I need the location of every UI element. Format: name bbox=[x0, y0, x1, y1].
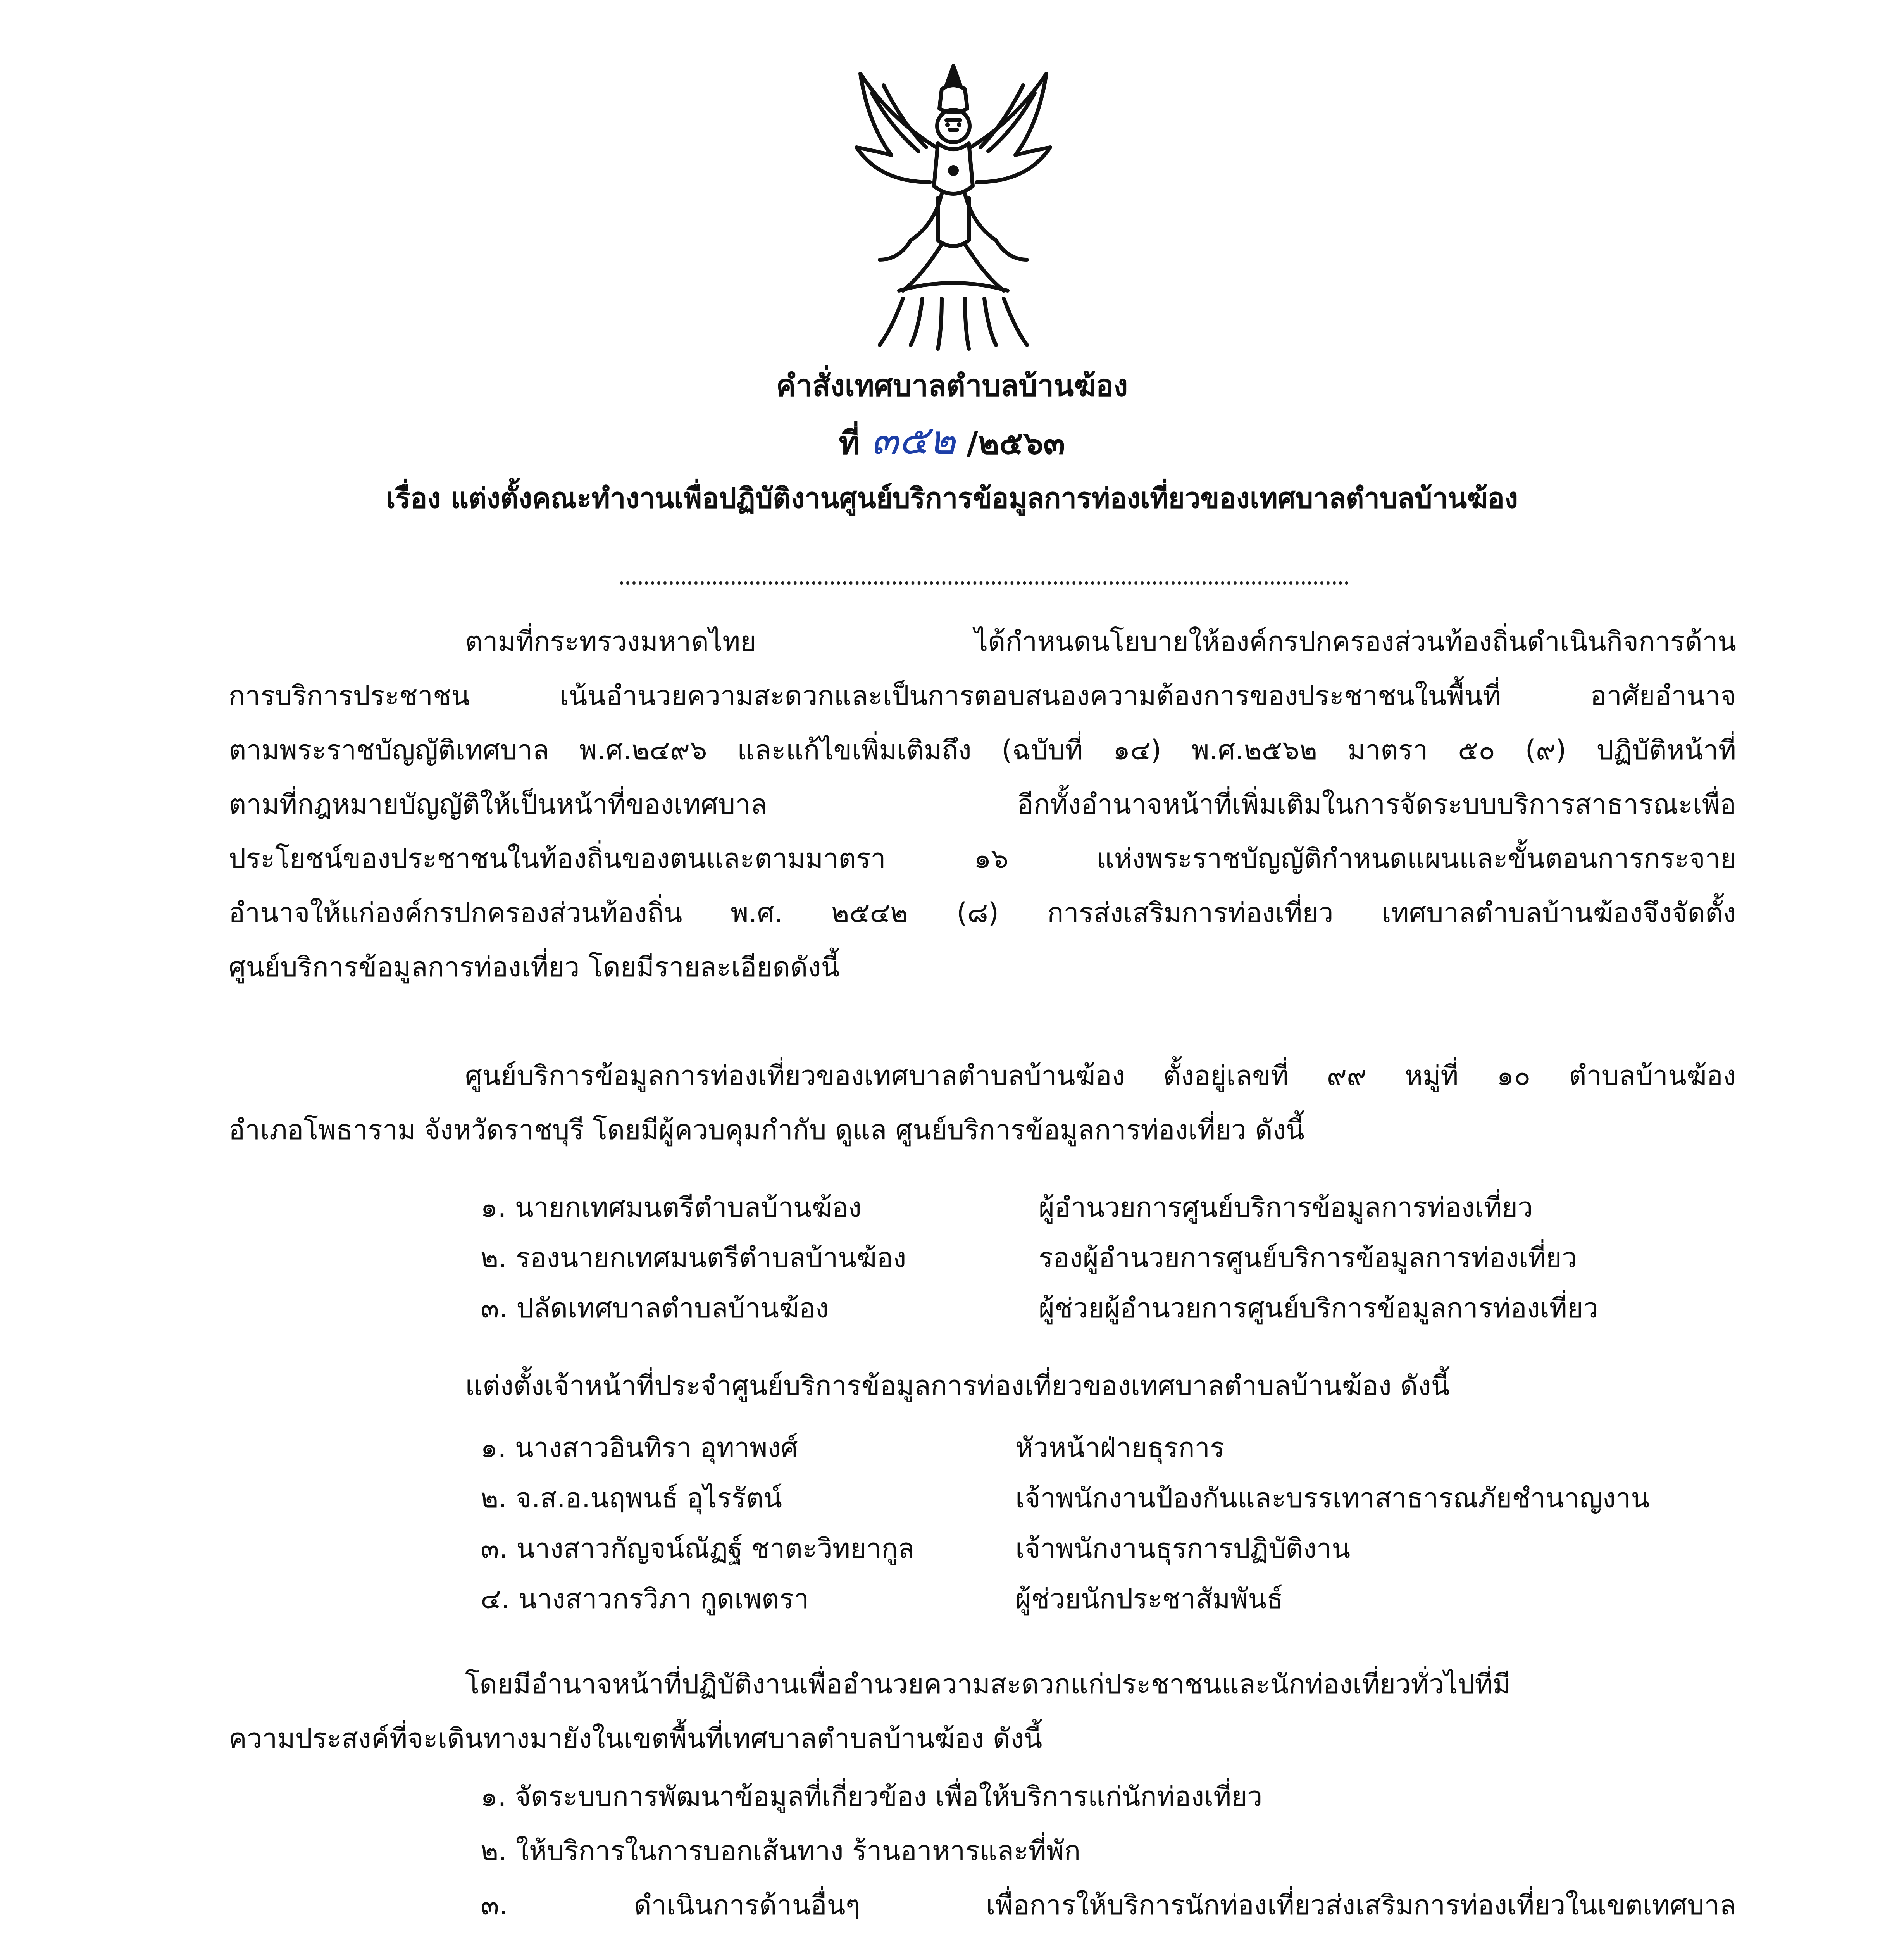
order-title: คำสั่งเทศบาลตำบลบ้านฆ้อง bbox=[776, 368, 1128, 403]
paragraph-line: โดยมีอำนาจหน้าที่ปฏิบัติงานเพื่ออำนวยความสะดวกแก่ประชาชนและนักท่องเที่ยวทั่วไปที่มี bbox=[465, 1668, 1511, 1700]
dotted-divider bbox=[620, 581, 1349, 585]
paragraph-line: ศูนย์บริการข้อมูลการท่องเที่ยวของเทศบาลตำบลบ้านฆ้อง ตั้งอยู่เลขที่ ๙๙ หมู่ที่ ๑๐ ตำบลบ้านฆ้อง bbox=[465, 1060, 1736, 1091]
paragraph-line: อำนาจให้แก่องค์กรปกครองส่วนท้องถิ่น พ.ศ. ๒๕๔๒ (๘) การส่งเสริมการท่องเที่ยว เทศบาลตำบลบ้านฆ้องจึงจัดตั้ง bbox=[229, 897, 1736, 929]
paragraph-line: การบริการประชาชน เน้นอำนวยความสะดวกและเป็นการตอบสนองความต้องการของประชาชนในพื้นที่ อาศัยอำนาจ bbox=[229, 680, 1736, 712]
staff-intro: แต่งตั้งเจ้าหน้าที่ประจำศูนย์บริการข้อมูลการท่องเที่ยวของเทศบาลตำบลบ้านฆ้อง ดังนี้ bbox=[465, 1370, 1450, 1402]
order-number bbox=[0, 416, 1904, 465]
supervisor-name: ๑. นายกเทศมนตรีตำบลบ้านฆ้อง bbox=[481, 1191, 862, 1223]
paragraph-line: ตามพระราชบัญญัติเทศบาล พ.ศ.๒๔๙๖ และแก้ไขเพิ่มเติมถึง (ฉบับที่ ๑๔) พ.ศ.๒๕๖๒ มาตรา ๕๐ (๙) ปฏิบัติหน้าที่ bbox=[229, 734, 1736, 766]
garuda-emblem-icon bbox=[845, 58, 1062, 353]
order-subject: เรื่อง แต่งตั้งคณะทำงานเพื่อปฏิบัติงานศูนย์บริการข้อมูลการท่องเที่ยวของเทศบาลตำบลบ้านฆ้อง bbox=[386, 482, 1518, 514]
paragraph-line: ตามที่กฎหมายบัญญัติให้เป็นหน้าที่ของเทศบาล อีกทั้งอำนาจหน้าที่เพิ่มเติมในการจัดระบบบริการสาธารณะเพื่อ bbox=[229, 788, 1736, 820]
staff-role: เจ้าพนักงานธุรการปฏิบัติงาน bbox=[1015, 1533, 1351, 1564]
supervisor-role: ผู้อำนวยการศูนย์บริการข้อมูลการท่องเที่ยว bbox=[1039, 1191, 1533, 1223]
supervisor-role: ผู้ช่วยผู้อำนวยการศูนย์บริการข้อมูลการท่องเที่ยว bbox=[1039, 1292, 1599, 1324]
staff-name: ๓. นางสาวกัญจน์ณัฏฐ์ ชาตะวิทยากูล bbox=[481, 1533, 915, 1564]
paragraph-line: ความประสงค์ที่จะเดินทางมายังในเขตพื้นที่เทศบาลตำบลบ้านฆ้อง ดังนี้ bbox=[229, 1722, 1042, 1754]
paragraph-line: ตามที่กระทรวงมหาดไทย ได้กำหนดนโยบายให้องค์กรปกครองส่วนท้องถิ่นดำเนินกิจการด้าน bbox=[465, 626, 1736, 657]
paragraph-line: ศูนย์บริการข้อมูลการท่องเที่ยว โดยมีรายละเอียดดังนี้ bbox=[229, 951, 840, 983]
staff-role: หัวหน้าฝ่ายธุรการ bbox=[1015, 1432, 1225, 1464]
staff-role: เจ้าพนักงานป้องกันและบรรเทาสาธารณภัยชำนาญงาน bbox=[1015, 1482, 1650, 1514]
paragraph-line: ประโยชน์ของประชาชนในท้องถิ่นของตนและตามมาตรา ๑๖ แห่งพระราชบัญญัติกำหนดแผนและขั้นตอนการกระจาย bbox=[229, 843, 1736, 874]
staff-role: ผู้ช่วยนักประชาสัมพันธ์ bbox=[1015, 1583, 1284, 1615]
duty-item: ๓. ดำเนินการด้านอื่นๆ เพื่อการให้บริการนักท่องเที่ยวส่งเสริมการท่องเที่ยวในเขตเทศบาล bbox=[481, 1889, 1736, 1921]
order-number-prefix: ที่ bbox=[839, 425, 860, 462]
paragraph-line: อำเภอโพธาราม จังหวัดราชบุรี โดยมีผู้ควบคุมกำกับ ดูแล ศูนย์บริการข้อมูลการท่องเที่ยว ดังนี้ bbox=[229, 1114, 1304, 1146]
order-number-year: /๒๕๖๓ bbox=[967, 425, 1065, 462]
supervisor-name: ๓. ปลัดเทศบาลตำบลบ้านฆ้อง bbox=[481, 1292, 829, 1324]
supervisor-name: ๒. รองนายกเทศมนตรีตำบลบ้านฆ้อง bbox=[481, 1242, 906, 1274]
staff-name: ๑. นางสาวอินทิรา อุทาพงศ์ bbox=[481, 1432, 798, 1464]
supervisor-role: รองผู้อำนวยการศูนย์บริการข้อมูลการท่องเที่ยว bbox=[1039, 1242, 1577, 1274]
staff-name: ๒. จ.ส.อ.นฤพนธ์ อุไรรัตน์ bbox=[481, 1482, 782, 1514]
duty-item: ๑. จัดระบบการพัฒนาข้อมูลที่เกี่ยวข้อง เพื่อให้บริการแก่นักท่องเที่ยว bbox=[481, 1781, 1263, 1812]
staff-name: ๔. นางสาวกรวิภา กูดเพตรา bbox=[481, 1583, 809, 1615]
duty-item: ๒. ให้บริการในการบอกเส้นทาง ร้านอาหารและที่พัก bbox=[481, 1835, 1081, 1867]
order-number-handwritten: ๓๕๒ bbox=[871, 416, 956, 464]
